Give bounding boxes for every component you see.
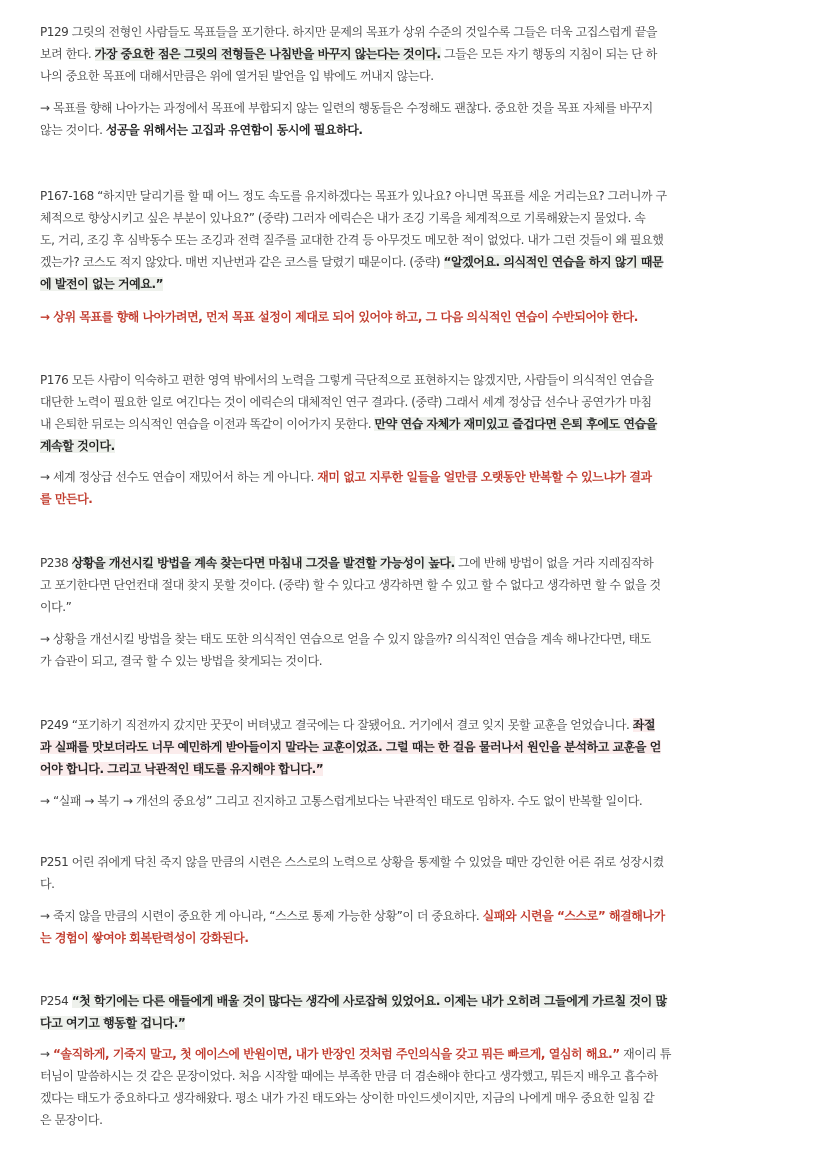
text-line [40, 207, 800, 229]
plain-text: 보려 한다. [40, 47, 95, 61]
text-line [40, 306, 800, 328]
text-line [40, 628, 800, 650]
plain-text: → [40, 1047, 53, 1061]
comment-p249 [40, 790, 800, 812]
plain-text: 겠다는 태도가 중요하다고 생각해왔다. 평소 내가 가진 태도와는 상이한 마인드셋이지만, 지금의 나에게 매우 중요한 일침 같 [40, 1091, 655, 1105]
plain-text: → 상황을 개선시킬 방법을 찾는 태도 또한 의식적인 연습으로 얻을 수 있지 않을까? 의식적인 연습을 계속 해나간다면, 태도 [40, 632, 651, 646]
bold-emphasis-text: 만약 연습 자체가 재미있고 즐겁다면 은퇴 후에도 연습을 [374, 417, 657, 431]
comment-p254 [40, 1043, 800, 1131]
text-line [40, 574, 800, 596]
bold-emphasis-text: 상황을 개선시킬 방법을 계속 찾는다면 마침내 그것을 발견할 가능성이 높다. [71, 556, 455, 570]
comment-p238 [40, 628, 800, 672]
quote-p129 [40, 21, 800, 87]
text-line [40, 369, 800, 391]
plain-text: P249 “포기하기 직전까지 갔지만 꿋꿋이 버텨냈고 결국에는 다 잘됐어요. 거기에서 결코 잊지 못할 교훈을 얻었습니다. [40, 718, 633, 732]
plain-text: 그들은 모든 자기 행동의 지침이 되는 단 하 [440, 47, 657, 61]
text-line [40, 97, 800, 119]
plain-text: 나의 중요한 목표에 대해서만큼은 위에 열거된 발언을 입 밖에도 꺼내지 않는다. [40, 69, 434, 83]
comment-p129 [40, 97, 800, 141]
text-line [40, 65, 800, 87]
plain-text: → 죽지 않을 만큼의 시련이 중요한 게 아니라, “스스로 통제 가능한 상황”이 더 중요하다. [40, 909, 483, 923]
plain-text: 겠는가? 코스도 적지 않았다. 매번 지난번과 같은 코스를 달렸기 때문이다. (중략) [40, 255, 444, 269]
quote-p251 [40, 851, 800, 895]
bold-emphasis-text: 성공을 위해서는 고집과 유연함이 동시에 필요하다. [105, 123, 363, 137]
plain-text: 은 문장이다. [40, 1113, 103, 1127]
plain-text: 내 은퇴한 뒤로는 의식적인 연습을 이전과 똑같이 이어가지 못한다. [40, 417, 375, 431]
text-line [40, 790, 800, 812]
plain-text: → 목표를 향해 나아가는 과정에서 목표에 부합되지 않는 일련의 행동들은 수정해도 괜찮다. 중요한 것을 목표 자체를 바꾸지 [40, 101, 653, 115]
comment-p176 [40, 466, 800, 510]
plain-text: 재이리 튜 [619, 1047, 672, 1061]
text-line [40, 119, 800, 141]
text-line [40, 1109, 800, 1131]
comment-p167 [40, 306, 800, 328]
plain-text: 다. [40, 877, 55, 891]
text-line [40, 714, 800, 736]
text-line [40, 413, 800, 435]
plain-text: 고 포기한다면 단언컨대 절대 찾지 못할 것이다. (중략) 할 수 있다고 생각하면 할 수 있고 할 수 없다고 생각하면 할 수 없을 것 [40, 578, 661, 592]
plain-text: P254 [40, 994, 72, 1008]
text-line [40, 229, 800, 251]
bold-emphasis-text: 과 실패를 맛보더라도 너무 예민하게 받아들이지 말라는 교훈이었죠. 그럴 때는 한 걸음 물러나서 원인을 분석하고 교훈을 얻 [40, 740, 661, 754]
text-line [40, 905, 800, 927]
quote-p176 [40, 369, 800, 457]
quote-p238 [40, 552, 800, 618]
text-line [40, 251, 800, 273]
red-emphasis-text: 실패와 시련을 “스스로” 해결해나가 [482, 909, 665, 923]
plain-text: P176 모든 사람이 익숙하고 편한 영역 밖에서의 노력을 그렇게 극단적으로 표현하지는 않겠지만, 사람들이 의식적인 연습을 [40, 373, 654, 387]
text-line [40, 927, 800, 949]
text-line [40, 758, 800, 780]
text-line [40, 273, 800, 295]
text-line [40, 1043, 800, 1065]
plain-text: 터님이 말씀하시는 것 같은 문장이었다. 처음 시작할 때에는 부족한 만큼 더 겸손해야 한다고 생각했고, 뭐든지 배우고 흡수하 [40, 1069, 658, 1083]
text-line [40, 43, 800, 65]
text-line [40, 391, 800, 413]
bold-emphasis-text: 다고 여기고 행동할 겁니다.” [40, 1016, 186, 1030]
plain-text: 이다.” [40, 600, 72, 614]
text-line [40, 990, 800, 1012]
text-line [40, 435, 800, 457]
plain-text: 가 습관이 되고, 결국 할 수 있는 방법을 찾게되는 것이다. [40, 654, 323, 668]
text-line [40, 736, 800, 758]
bold-emphasis-text: “알겠어요. 의식적인 연습을 하지 않기 때문 [443, 255, 664, 269]
plain-text: 체적으로 향상시키고 싶은 부분이 있나요?” (중략) 그러자 에릭슨은 내가 조깅 기록을 체계적으로 기록해왔는지 물었다. 속 [40, 211, 646, 225]
plain-text: P129 그릿의 전형인 사람들도 목표들을 포기한다. 하지만 문제의 목표가 상위 수준의 것일수록 그들은 더욱 고집스럽게 끝을 [40, 25, 657, 39]
plain-text: → “실패 → 복기 → 개선의 중요성” 그리고 진지하고 고통스럽게보다는 낙관적인 태도로 임하자. 수도 없이 반복할 일이다. [40, 794, 643, 808]
red-emphasis-text: 를 만든다. [40, 492, 93, 506]
text-line [40, 650, 800, 672]
bold-emphasis-text: 가장 중요한 점은 그릿의 전형들은 나침반을 바꾸지 않는다는 것이다. [94, 47, 441, 61]
red-emphasis-text: → 상위 목표를 향해 나아가려면, 먼저 목표 설정이 제대로 되어 있어야 하고, 그 다음 의식적인 연습이 수반되어야 한다. [40, 310, 638, 324]
quote-p254 [40, 990, 800, 1034]
plain-text: P238 [40, 556, 72, 570]
comment-p251 [40, 905, 800, 949]
red-emphasis-text: 는 경험이 쌓여야 회복탄력성이 강화된다. [40, 931, 249, 945]
text-line [40, 466, 800, 488]
bold-emphasis-text: 계속할 것이다. [40, 439, 115, 453]
text-line [40, 552, 800, 574]
quote-p167 [40, 185, 800, 295]
text-line [40, 1087, 800, 1109]
plain-text: 그에 반해 방법이 없을 거라 지레짐작하 [454, 556, 654, 570]
text-line [40, 21, 800, 43]
plain-text: 도, 거리, 조깅 후 심박동수 또는 조깅과 전력 질주를 교대한 간격 등 아무것도 메모한 적이 없었다. 내가 그런 것들이 왜 필요했 [40, 233, 664, 247]
quote-p249 [40, 714, 800, 780]
text-line [40, 488, 800, 510]
plain-text: 않는 것이다. [40, 123, 106, 137]
plain-text: P251 어린 쥐에게 닥친 죽지 않을 만큼의 시련은 스스로의 노력으로 상황을 통제할 수 있었을 때만 강인한 어른 쥐로 성장시켰 [40, 855, 664, 869]
plain-text: → 세계 정상급 선수도 연습이 재밌어서 하는 게 아니다. [40, 470, 318, 484]
bold-emphasis-text: 어야 합니다. 그리고 낙관적인 태도를 유지해야 합니다.” [40, 762, 324, 776]
text-line [40, 1065, 800, 1087]
text-line [40, 851, 800, 873]
bold-emphasis-text: 좌절 [632, 718, 655, 732]
text-line [40, 1012, 800, 1034]
bold-emphasis-text: “첫 학기에는 다른 애들에게 배울 것이 많다는 생각에 사로잡혀 있었어요. 이제는 내가 오히려 그들에게 가르칠 것이 많 [71, 994, 667, 1008]
red-emphasis-text: “솔직하게, 기죽지 말고, 첫 에이스에 반원이면, 내가 반장인 것처럼 주인의식을 갖고 뭐든 빠르게, 열심히 해요.” [52, 1047, 620, 1061]
red-emphasis-text: 재미 없고 지루한 일들을 얼만큼 오랫동안 반복할 수 있느냐가 결과 [317, 470, 652, 484]
text-line [40, 596, 800, 618]
bold-emphasis-text: 에 발전이 없는 거예요.” [40, 277, 164, 291]
text-line [40, 185, 800, 207]
plain-text: P167-168 “하지만 달리기를 할 때 어느 정도 속도를 유지하겠다는 목표가 있나요? 아니면 목표를 세운 거리는요? 그러니까 구 [40, 189, 667, 203]
text-line [40, 873, 800, 895]
plain-text: 대단한 노력이 필요한 일로 여긴다는 것이 에릭슨의 대체적인 연구 결과다. (중략) 그래서 세계 정상급 선수나 공연가가 마침 [40, 395, 652, 409]
